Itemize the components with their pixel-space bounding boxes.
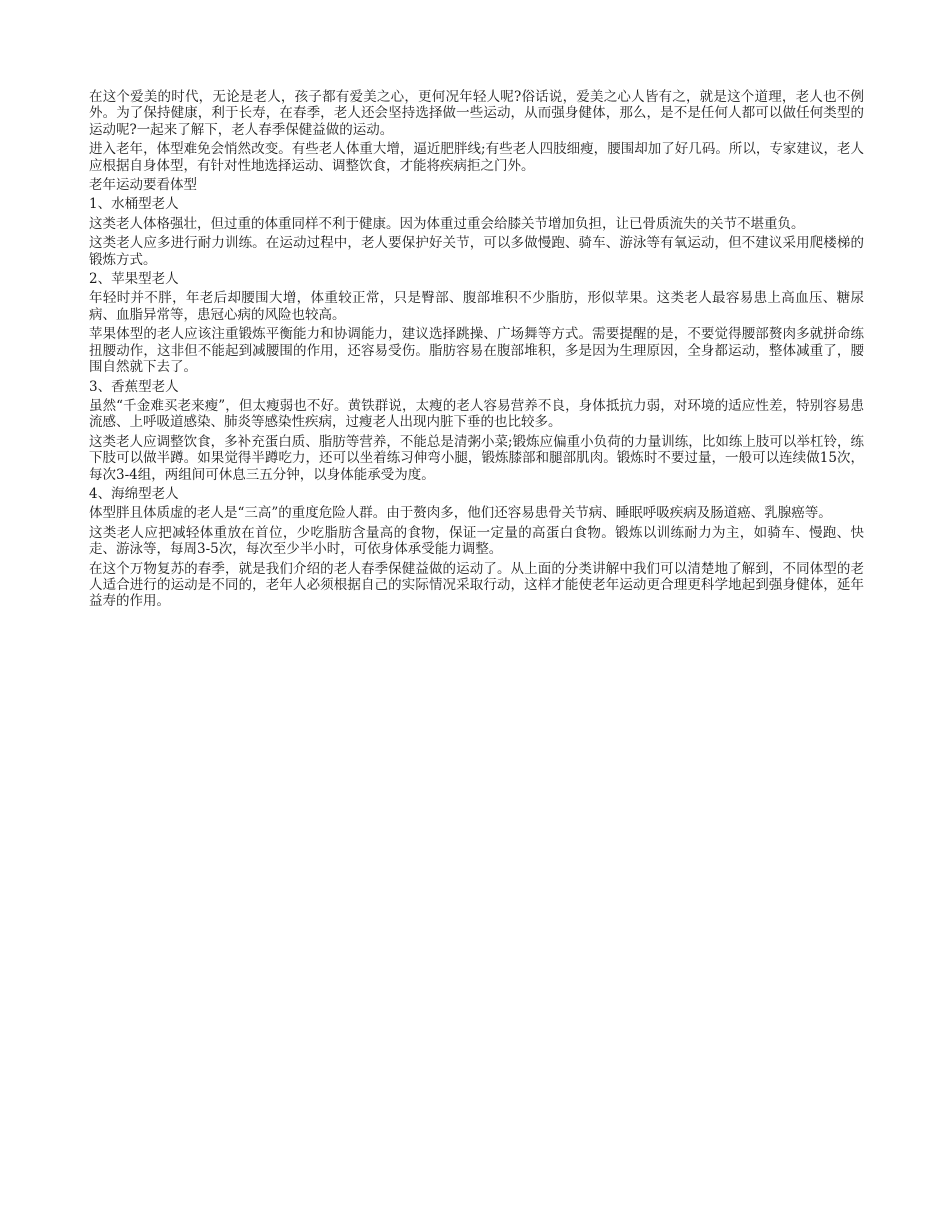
body-paragraph: 虽然“千金难买老来瘦”，但太瘦弱也不好。黄铁群说，太瘦的老人容易营养不良，身体抵抗力弱，对环境的适应性差，特别容易患流感、上呼吸道感染、肺炎等感染性疾病，过瘦老人出现内脏下垂的也比较多。 <box>89 397 864 431</box>
body-paragraph: 这类老人应调整饮食，多补充蛋白质、脂肪等营养，不能总是清粥小菜;锻炼应偏重小负荷的力量训练，比如练上肢可以举杠铃，练下肢可以做半蹲。如果觉得半蹲吃力，还可以坐着练习伸弯小腿，锻炼膝部和腿部肌肉。锻炼时不要过量，一般可以连续做15次，每次3-4组，两组间可休息三五分钟，以身体能承受为度。 <box>89 433 864 483</box>
body-paragraph: 这类老人应多进行耐力训练。在运动过程中，老人要保护好关节，可以多做慢跑、骑车、游泳等有氧运动，但不建议采用爬楼梯的锻炼方式。 <box>89 235 864 268</box>
body-paragraph: 进入老年，体型难免会悄然改变。有些老人体重大增，逼近肥胖线;有些老人四肢细瘦，腰围却加了好几码。所以，专家建议，老人应根据自身体型，有针对性地选择运动、调整饮食，才能将疾病拒之门外。 <box>89 141 864 174</box>
body-paragraph: 这类老人应把减轻体重放在首位，少吃脂肪含量高的食物，保证一定量的高蛋白食物。锻炼以训练耐力为主，如骑车、慢跑、快走、游泳等，每周3-5次，每次至少半小时，可依身体承受能力调整。 <box>89 524 864 558</box>
section-title: 老年运动要看体型 <box>89 177 197 194</box>
body-paragraph: 体型胖且体质虚的老人是“三高”的重度危险人群。由于赘肉多，他们还容易患骨关节病、睡眠呼吸疾病及肠道癌、乳腺癌等。 <box>89 505 832 522</box>
subsection-heading-2: 2、苹果型老人 <box>89 271 179 288</box>
body-paragraph: 苹果体型的老人应该注重锻炼平衡能力和协调能力，建议选择跳操、广场舞等方式。需要提醒的是，不要觉得腰部赘肉多就拼命练扭腰动作，这非但不能起到减腰围的作用，还容易受伤。脂肪容易在腹部堆积，多是因为生理原因，全身都运动，整体减重了，腰围自然就下去了。 <box>89 326 864 376</box>
body-paragraph: 年轻时并不胖，年老后却腰围大增，体重较正常，只是臀部、腹部堆积不少脂肪，形似苹果。这类老人最容易患上高血压、糖尿病、血脂异常等，患冠心病的风险也较高。 <box>89 290 864 323</box>
subsection-heading-4: 4、海绵型老人 <box>89 485 179 502</box>
article-body <box>89 89 864 613</box>
body-paragraph: 这类老人体格强壮，但过重的体重同样不利于健康。因为体重过重会给膝关节增加负担，让已骨质流失的关节不堪重负。 <box>89 215 805 232</box>
conclusion-paragraph: 在这个万物复苏的春季，就是我们介绍的老人春季保健益做的运动了。从上面的分类讲解中我们可以清楚地了解到，不同体型的老人适合进行的运动是不同的，老年人必须根据自己的实际情况采取行动，这样才能使老年运动更合理更科学地起到强身健体，延年益寿的作用。 <box>89 560 864 610</box>
subsection-heading-1: 1、水桶型老人 <box>89 196 179 213</box>
subsection-heading-3: 3、香蕉型老人 <box>89 378 179 395</box>
intro-paragraph: 在这个爱美的时代，无论是老人，孩子都有爱美之心，更何况年轻人呢?俗话说，爱美之心人皆有之，就是这个道理，老人也不例外。为了保持健康，利于长寿，在春季，老人还会坚持选择做一些运动，从而强身健体，那么，是不是任何人都可以做任何类型的运动呢?一起来了解下，老人春季保健益做的运动。 <box>89 89 864 138</box>
